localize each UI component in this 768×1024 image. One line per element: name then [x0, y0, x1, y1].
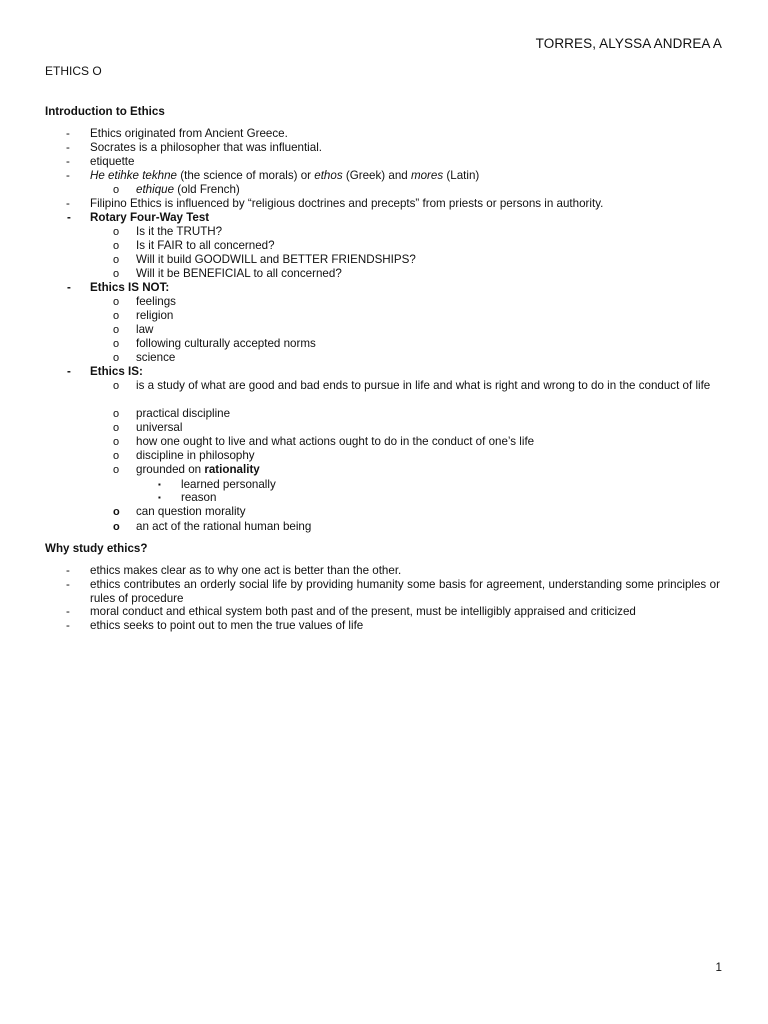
page-number: 1 [715, 961, 722, 974]
dash-bullet: - [66, 197, 70, 210]
list-item-text: etiquette [90, 155, 135, 168]
sub-list-item [0, 295, 768, 309]
dash-bullet: - [66, 605, 70, 618]
sub-list-item [0, 239, 768, 253]
term-rationality: rationality [204, 463, 260, 476]
list-item [0, 211, 768, 225]
circle-bullet: o [113, 464, 120, 476]
circle-bullet: o [113, 254, 120, 266]
sub-list-item [0, 407, 768, 421]
dash-bullet: - [66, 619, 70, 632]
term-ethos: ethos [314, 169, 343, 182]
list-item-text: ethics makes clear as to why one act is better than the other. [90, 564, 402, 577]
list-item-text: Will it be BENEFICIAL to all concerned? [136, 267, 342, 280]
dash-bullet: - [66, 155, 70, 168]
term-greek: He etihke tekhne [90, 169, 178, 182]
circle-bullet: o [113, 436, 120, 448]
list-item-text [136, 463, 260, 477]
list-item [0, 365, 768, 379]
section-title-why-study: Why study ethics? [45, 542, 148, 555]
text-segment: grounded on [136, 463, 205, 476]
list-item-text: ethics seeks to point out to men the true values of life [90, 619, 364, 632]
list-item [0, 605, 768, 619]
circle-bullet: o [113, 506, 120, 518]
sub-list-item [0, 520, 768, 534]
circle-bullet: o [113, 310, 120, 322]
circle-bullet: o [113, 408, 120, 420]
circle-bullet: o [113, 380, 120, 392]
course-title: ETHICS O [45, 64, 102, 78]
list-item-text: universal [136, 421, 183, 434]
ethics-is-not-heading: Ethics IS NOT: [90, 281, 170, 294]
text-segment: (Greek) and [342, 169, 411, 182]
circle-bullet: o [113, 268, 120, 280]
sub-list-item [0, 421, 768, 435]
dash-bullet: - [66, 578, 70, 591]
author-name: TORRES, ALYSSA ANDREA A [535, 36, 722, 51]
term-mores: mores [410, 169, 444, 182]
circle-bullet: o [113, 352, 120, 364]
list-item-text: how one ought to live and what actions ought to do in the conduct of one’s life [136, 435, 535, 448]
circle-bullet: o [113, 296, 120, 308]
circle-bullet: o [113, 226, 120, 238]
sub-list-item [0, 183, 768, 197]
list-item-text: learned personally [181, 478, 276, 491]
text-segment: (Latin) [443, 169, 480, 182]
sub-sub-list-item [0, 491, 768, 505]
list-item [0, 281, 768, 295]
list-item [0, 169, 768, 183]
sub-list-item [0, 309, 768, 323]
list-item-text: Will it build GOODWILL and BETTER FRIENDSHIPS? [136, 253, 416, 266]
section-title-introduction: Introduction to Ethics [45, 105, 165, 118]
dash-bullet: - [67, 281, 71, 294]
list-item-text: moral conduct and ethical system both past and of the present, must be intelligibly appraised and criticized [90, 605, 636, 618]
list-item [0, 564, 768, 578]
circle-bullet: o [113, 240, 120, 252]
dash-bullet: - [66, 127, 70, 140]
circle-bullet: o [113, 324, 120, 336]
list-item-text: feelings [136, 295, 176, 308]
sub-list-item [0, 449, 768, 463]
list-item-text [136, 183, 240, 197]
dash-bullet: - [66, 169, 70, 182]
sub-list-item [0, 351, 768, 365]
list-item-text: Ethics originated from Ancient Greece. [90, 127, 288, 140]
circle-bullet: o [113, 422, 120, 434]
circle-bullet: o [113, 338, 120, 350]
list-item [0, 141, 768, 155]
dash-bullet: - [67, 211, 71, 224]
ethics-definition-text: is a study of what are good and bad ends to pursue in life and what is right and wrong to do in the conduct of life [136, 379, 711, 392]
list-item-text: ethics contributes an orderly social life by providing humanity some basis for agreement, understanding some principles or rules of procedure [90, 578, 720, 605]
sub-list-item [0, 253, 768, 267]
dash-bullet: - [67, 365, 71, 378]
text-segment: (the science of morals) or [177, 169, 315, 182]
dash-bullet: - [66, 141, 70, 154]
list-item-text: law [136, 323, 154, 336]
list-item-text: Socrates is a philosopher that was influential. [90, 141, 323, 154]
list-item-text: reason [181, 491, 217, 504]
sub-list-item [0, 267, 768, 281]
term-ethique: ethique [136, 183, 175, 196]
list-item-text: can question morality [136, 505, 246, 518]
sub-list-item [0, 225, 768, 239]
list-item-text: discipline in philosophy [136, 449, 255, 462]
list-item-text: practical discipline [136, 407, 231, 420]
list-item-text: an act of the rational human being [136, 520, 312, 533]
sub-list-item [0, 463, 768, 477]
square-bullet: ▪ [158, 480, 161, 489]
dash-bullet: - [66, 564, 70, 577]
square-bullet: ▪ [158, 493, 161, 502]
ethics-is-heading: Ethics IS: [90, 365, 143, 378]
list-item [0, 619, 768, 633]
list-item-text [90, 169, 479, 183]
list-item-text: science [136, 351, 176, 364]
text-segment: (old French) [174, 183, 240, 196]
circle-bullet: o [113, 521, 120, 533]
rotary-test-heading: Rotary Four-Way Test [90, 211, 210, 224]
sub-list-item [0, 505, 768, 519]
list-item [0, 127, 768, 141]
sub-list-item [0, 323, 768, 337]
list-item-text: Filipino Ethics is influenced by “religious doctrines and precepts” from priests or persons in authority. [90, 197, 604, 210]
list-item-text: religion [136, 309, 174, 322]
circle-bullet: o [113, 450, 120, 462]
list-item-text: Is it the TRUTH? [136, 225, 223, 238]
list-item-text: Is it FAIR to all concerned? [136, 239, 275, 252]
list-item [0, 155, 768, 169]
sub-sub-list-item [0, 478, 768, 492]
circle-bullet: o [113, 184, 120, 196]
sub-list-item [0, 435, 768, 449]
list-item-text: following culturally accepted norms [136, 337, 316, 350]
sub-list-item [0, 337, 768, 351]
list-item [0, 197, 768, 211]
